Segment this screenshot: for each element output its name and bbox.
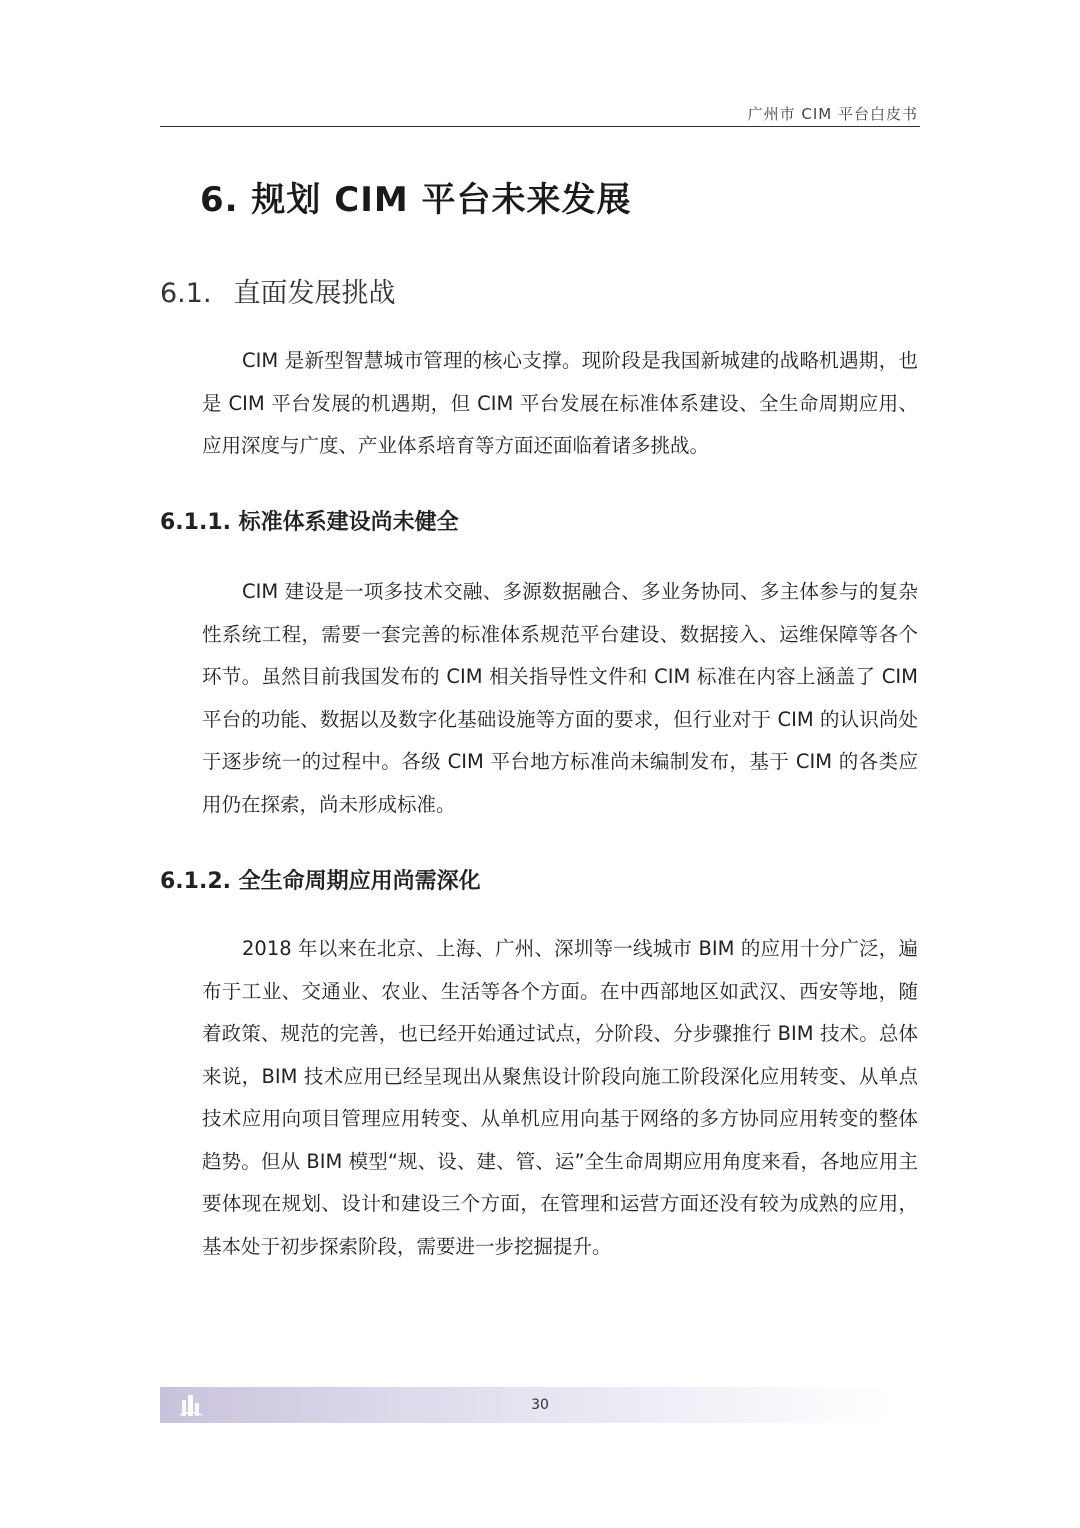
section-title: 直面发展挑战 — [233, 278, 396, 309]
subsection-body-6-1-1: CIM 建设是一项多技术交融、多源数据融合、多业务协同、多主体参与的复杂性系统工程，需要一套完善的标准体系规范平台建设、数据接入、运维保障等各个环节。虽然目前我国发布的 CIM 相关指导性文件和 CIM 标准在内容上涵盖了 CIM 平台的功能、数据以及数字化基础设施等方面的要求，但行业对于 CIM 的认识尚处于逐步统一的过程中。各级 CIM 平台地方标准尚未编制发布，基于 CIM 的各类应用仍在探索，尚未形成标准。 — [202, 580, 918, 816]
header-divider — [160, 126, 920, 127]
running-header: 广州市 CIM 平台白皮书 — [747, 105, 918, 123]
subsection-title-6-1-2: 6.1.2. 全生命周期应用尚需深化 — [160, 869, 481, 894]
chapter-title: 6. 规划 CIM 平台未来发展 — [200, 180, 632, 220]
section-number: 6.1. — [160, 278, 212, 309]
page-number: 30 — [531, 1397, 549, 1413]
subsection-body-6-1-2: 2018 年以来在北京、上海、广州、深圳等一线城市 BIM 的应用十分广泛，遍布于工业、交通业、农业、生活等各个方面。在中西部地区如武汉、西安等地，随着政策、规范的完善，也已经开始通过试点，分阶段、分步骤推行 BIM 技术。总体来说，BIM 技术应用已经呈现出从聚焦设计阶段向施工阶段深化应用转变、从单点技术应用向项目管理应用转变、从单机应用向基于网络的多方协同应用转变的整体趋势。但从 BIM 模型“规、设、建、管、运”全生命周期应用角度来看，各地应用主要体现在规划、设计和建设三个方面，在管理和运营方面还没有较为成熟的应用，基本处于初步探索阶段，需要进一步挖掘提升。 — [202, 937, 918, 1258]
section-intro-paragraph: CIM 是新型智慧城市管理的核心支撑。现阶段是我国新城建的战略机遇期，也是 CIM 平台发展的机遇期，但 CIM 平台发展在标准体系建设、全生命周期应用、应用深度与广度、产业体系培育等方面还面临着诸多挑战。 — [202, 349, 918, 457]
subsection-title-6-1-1: 6.1.1. 标准体系建设尚未健全 — [160, 510, 459, 535]
section-heading — [160, 271, 396, 310]
